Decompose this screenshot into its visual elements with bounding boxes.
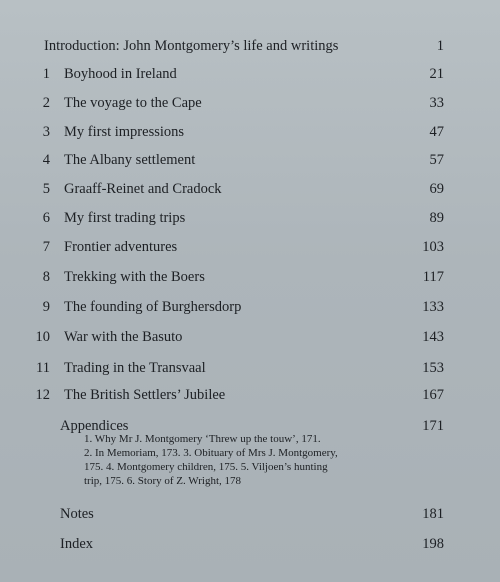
- index-title: Index: [60, 536, 94, 552]
- chapter-title: Frontier adventures: [64, 239, 178, 255]
- index-page: 198: [422, 536, 444, 552]
- chapter-title: War with the Basuto: [64, 329, 183, 345]
- chapter-title: Graaff-Reinet and Cradock: [64, 181, 222, 197]
- toc-chapter-row: [0, 236, 500, 258]
- toc-chapter-row: [0, 384, 500, 406]
- chapter-page: 103: [422, 239, 444, 255]
- chapter-page: 33: [429, 95, 444, 111]
- toc-intro-page: 1: [436, 38, 444, 54]
- chapter-title: The Albany settlement: [64, 152, 196, 168]
- chapter-title: The British Settlers’ Jubilee: [64, 387, 226, 403]
- chapter-title: My first trading trips: [64, 210, 186, 226]
- chapter-page: 153: [422, 360, 444, 376]
- chapter-title: The voyage to the Cape: [64, 95, 202, 111]
- toc-chapter-row: [0, 149, 500, 171]
- toc-chapter-row: [0, 178, 500, 200]
- chapter-number: 8: [42, 269, 50, 285]
- chapter-number: 4: [42, 152, 50, 168]
- toc-chapter-row: [0, 121, 500, 143]
- chapter-number: 7: [42, 239, 50, 255]
- appendices-title: Appendices: [60, 418, 129, 434]
- toc-chapter-row: [0, 357, 500, 379]
- chapter-page: 69: [429, 181, 444, 197]
- chapter-number: 1: [42, 66, 50, 82]
- appendices-detail: 1. Why Mr J. Montgomery ‘Threw up the touw’, 171. 2. In Memoriam, 173. 3. Obituary of Mrs J. Montgomery, 175. 4. Montgomery children, 175. 5. Viljoen’s hunting trip, 175. 6. Story of Z. Wright, 178: [84, 433, 338, 487]
- chapter-number: 6: [42, 210, 50, 226]
- chapter-page: 167: [422, 387, 444, 403]
- toc-chapter-row: [0, 296, 500, 318]
- chapter-number: 9: [42, 299, 50, 315]
- chapter-number: 10: [35, 329, 50, 345]
- chapter-number: 2: [42, 95, 50, 111]
- chapter-number: 12: [35, 387, 50, 403]
- chapter-page: 143: [422, 329, 444, 345]
- chapter-title: Boyhood in Ireland: [64, 66, 177, 82]
- notes-page: 181: [422, 506, 444, 522]
- toc-notes: [0, 503, 500, 525]
- chapter-page: 133: [422, 299, 444, 315]
- chapter-number: 11: [36, 360, 50, 376]
- toc-chapter-row: [0, 266, 500, 288]
- chapter-page: 21: [429, 66, 444, 82]
- chapter-title: Trading in the Transvaal: [64, 360, 206, 376]
- chapter-title: The founding of Burghersdorp: [64, 299, 242, 315]
- toc-intro-title: Introduction: John Montgomery’s life and writings: [44, 38, 339, 54]
- toc-chapter-row: [0, 63, 500, 85]
- chapter-page: 57: [429, 152, 444, 168]
- notes-title: Notes: [60, 506, 94, 522]
- toc-chapter-row: [0, 326, 500, 348]
- appendices-page: 171: [422, 418, 444, 434]
- chapter-number: 5: [42, 181, 50, 197]
- toc-chapter-row: [0, 207, 500, 229]
- chapter-title: My first impressions: [64, 124, 185, 140]
- chapter-number: 3: [42, 124, 50, 140]
- chapter-page: 89: [429, 210, 444, 226]
- toc-intro: [0, 35, 500, 57]
- chapter-title: Trekking with the Boers: [64, 269, 205, 285]
- toc-chapter-row: [0, 92, 500, 114]
- toc-index: [0, 533, 500, 555]
- chapter-page: 117: [422, 269, 444, 285]
- chapter-page: 47: [429, 124, 444, 140]
